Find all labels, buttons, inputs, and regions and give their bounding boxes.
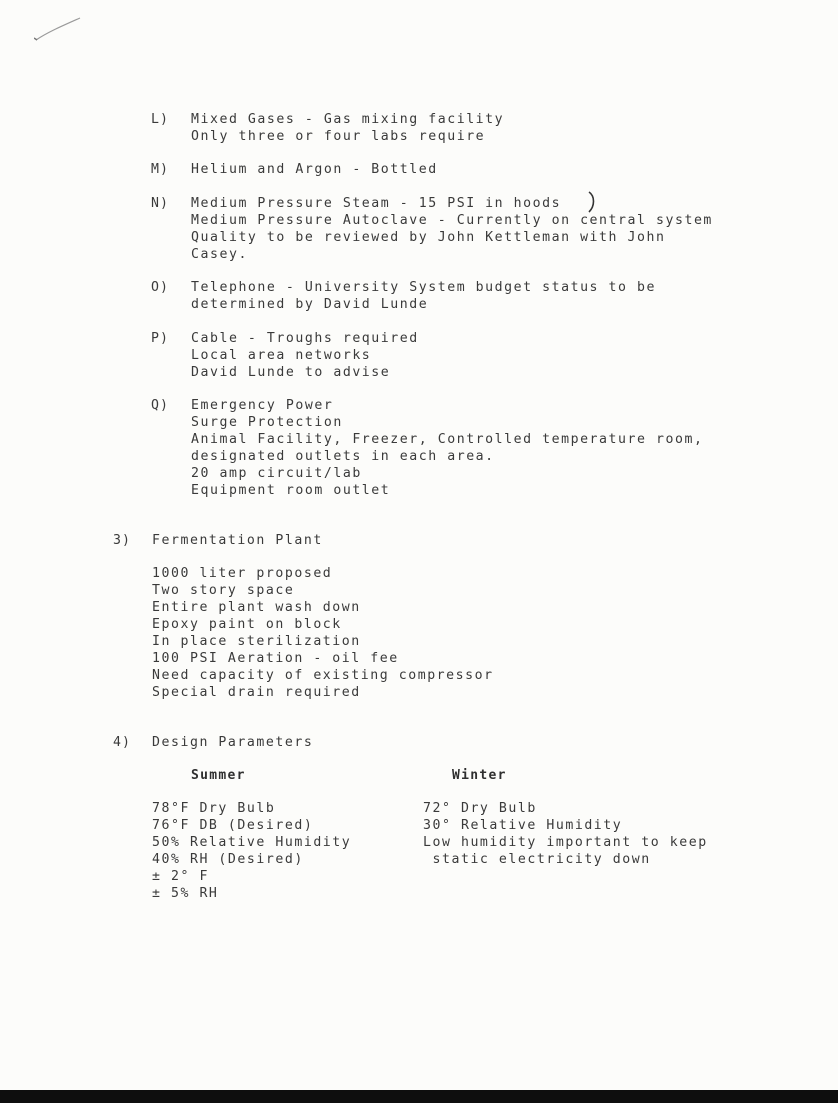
summer-line-2: 76°F DB (Desired) [152, 818, 314, 833]
fermentation-line-6: 100 PSI Aeration - oil fee [152, 651, 399, 666]
summer-line-5: ± 2° F [152, 869, 209, 884]
item-q-line-5: 20 amp circuit/lab [191, 466, 362, 481]
summer-line-4: 40% RH (Desired) [152, 852, 304, 867]
item-n-line-3: Quality to be reviewed by John Kettleman with John [191, 230, 666, 245]
item-q-line-2: Surge Protection [191, 415, 343, 430]
item-q-line-1: Emergency Power [191, 398, 334, 413]
winter-heading: Winter [452, 768, 507, 783]
item-label-o: O) [151, 280, 169, 295]
fermentation-line-7: Need capacity of existing compressor [152, 668, 494, 683]
item-q-line-6: Equipment room outlet [191, 483, 391, 498]
section-label-4: 4) [113, 735, 131, 750]
item-l-line-2: Only three or four labs require [191, 129, 486, 144]
fermentation-line-1: 1000 liter proposed [152, 566, 333, 581]
fermentation-line-3: Entire plant wash down [152, 600, 361, 615]
item-label-l: L) [151, 112, 169, 127]
summer-line-1: 78°F Dry Bulb [152, 801, 276, 816]
item-q-line-3: Animal Facility, Freezer, Controlled temperature room, [191, 432, 704, 447]
scan-edge-bar [0, 1090, 838, 1103]
item-label-p: P) [151, 331, 169, 346]
item-n-line-1: Medium Pressure Steam - 15 PSI in hoods [191, 196, 562, 211]
fermentation-line-2: Two story space [152, 583, 295, 598]
section-title-design-parameters: Design Parameters [152, 735, 314, 750]
item-n-line-4: Casey. [191, 247, 248, 262]
fermentation-line-4: Epoxy paint on block [152, 617, 342, 632]
item-l-line-1: Mixed Gases - Gas mixing facility [191, 112, 505, 127]
item-m-line-1: Helium and Argon - Bottled [191, 162, 438, 177]
winter-line-4: static electricity down [423, 852, 651, 867]
winter-line-1: 72° Dry Bulb [423, 801, 537, 816]
item-q-line-4: designated outlets in each area. [191, 449, 495, 464]
item-label-n: N) [151, 196, 169, 211]
item-o-line-2: determined by David Lunde [191, 297, 429, 312]
fermentation-line-8: Special drain required [152, 685, 361, 700]
item-p-line-2: Local area networks [191, 348, 372, 363]
winter-line-3: Low humidity important to keep [423, 835, 708, 850]
fermentation-line-5: In place sterilization [152, 634, 361, 649]
section-label-3: 3) [113, 533, 131, 548]
section-title-fermentation: Fermentation Plant [152, 533, 323, 548]
item-p-line-1: Cable - Troughs required [191, 331, 419, 346]
item-label-m: M) [151, 162, 169, 177]
summer-heading: Summer [191, 768, 246, 783]
pencil-mark [34, 14, 82, 42]
winter-line-2: 30° Relative Humidity [423, 818, 623, 833]
summer-line-3: 50% Relative Humidity [152, 835, 352, 850]
item-o-line-1: Telephone - University System budget status to be [191, 280, 656, 295]
item-label-q: Q) [151, 398, 169, 413]
item-p-line-3: David Lunde to advise [191, 365, 391, 380]
handwritten-bracket [585, 190, 599, 214]
summer-line-6: ± 5% RH [152, 886, 219, 901]
item-n-line-2: Medium Pressure Autoclave - Currently on central system [191, 213, 713, 228]
